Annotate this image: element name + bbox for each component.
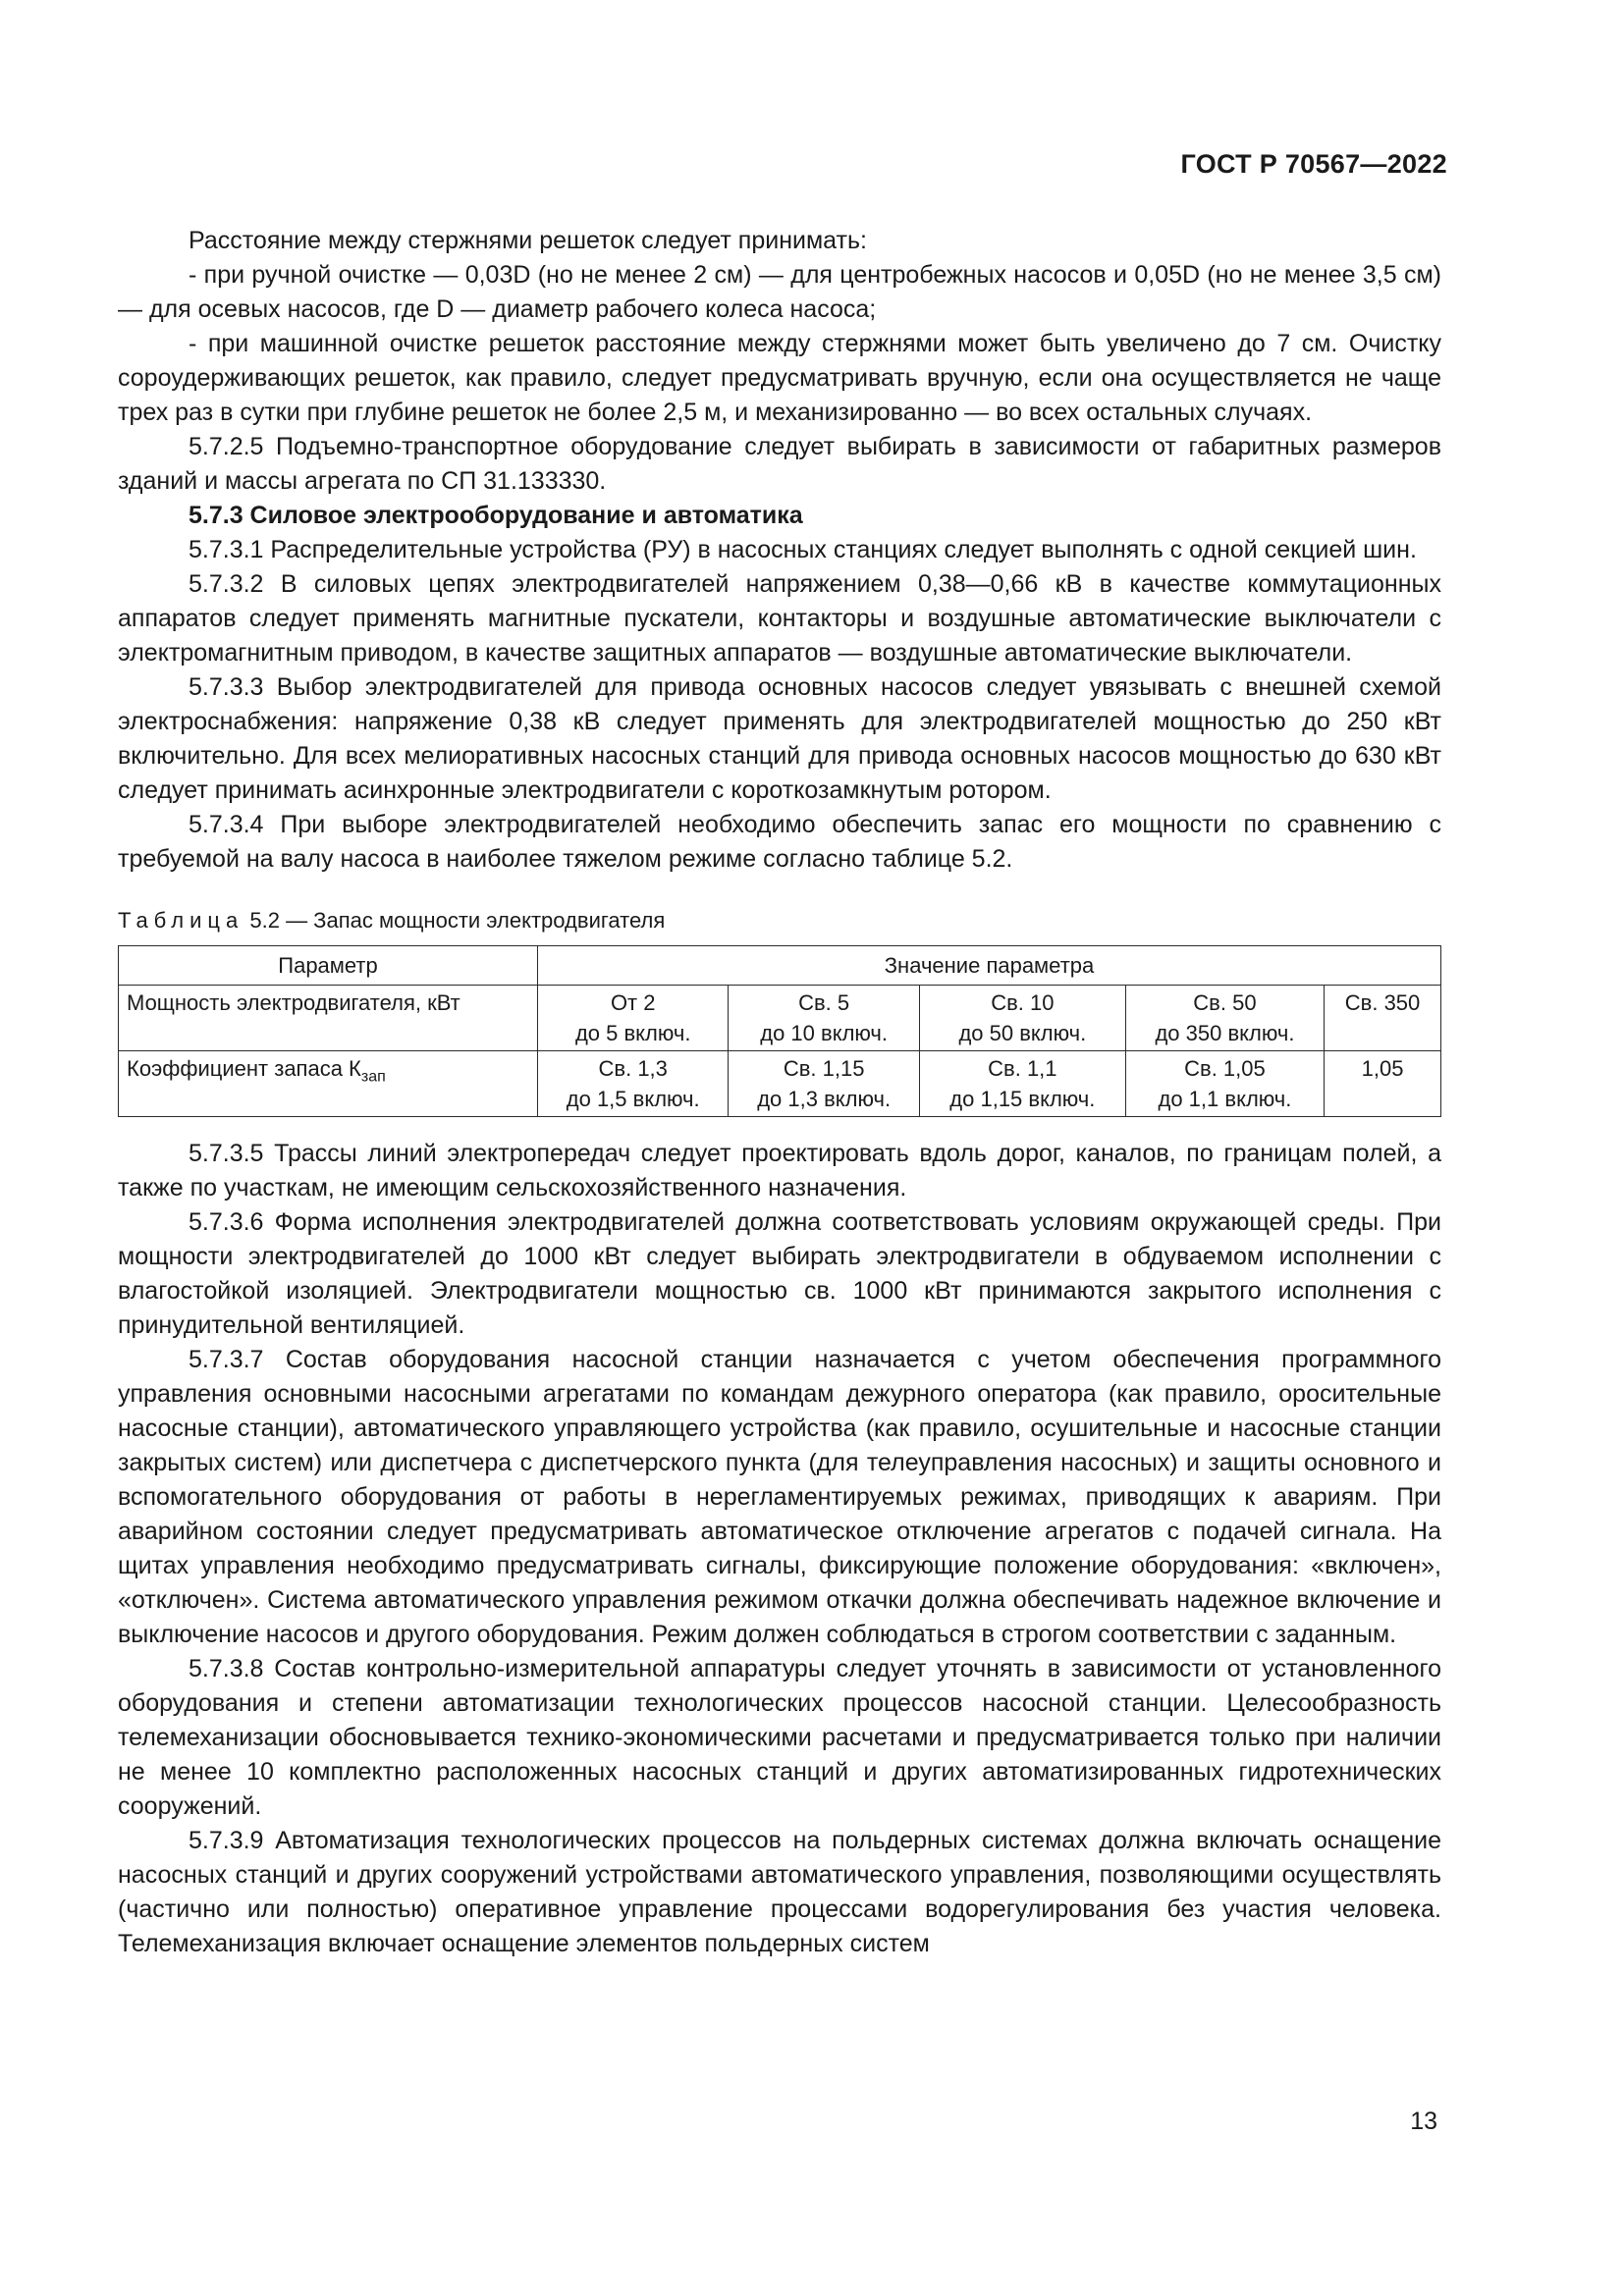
paragraphs-top bbox=[118, 224, 1441, 877]
row-label: Мощность электродвигателя, кВт bbox=[119, 986, 538, 1051]
table-cell: Св. 1,3 до 1,5 включ. bbox=[538, 1051, 729, 1117]
section-heading: 5.7.3 Силовое электрооборудование и автоматика bbox=[189, 502, 803, 529]
table-header-row bbox=[119, 946, 1441, 986]
table-cell: От 2 до 5 включ. bbox=[538, 986, 729, 1051]
table-caption-word: Таблица bbox=[118, 908, 244, 933]
row-label: Коэффициент запаса $К_{зап}$ bbox=[119, 1051, 538, 1117]
header-parameter: Параметр bbox=[119, 946, 538, 986]
paragraph: 5.7.3.3 Выбор электродвигателей для привода основных насосов следует увязывать с внешней схемой электроснабжения: напряжение 0,38 кВ следует применять для электродвигателей мощностью до 250 кВт включительно. Для всех мелиоративных насосных станций для привода основных насосов мощностью до 630 кВт следует принимать асинхронные электродвигатели с короткозамкнутым ротором. bbox=[118, 673, 1441, 804]
table-cell: 1,05 bbox=[1325, 1051, 1441, 1117]
paragraph: 5.7.3.1 Распределительные устройства (РУ) в насосных станциях следует выполнять с одной секцией шин. bbox=[189, 536, 1417, 563]
paragraph: 5.7.3.4 При выборе электродвигателей необходимо обеспечить запас его мощности по сравнению с требуемой на валу насоса в наиболее тяжелом режиме согласно таблице 5.2. bbox=[118, 811, 1441, 873]
page-number: 13 bbox=[1410, 2108, 1437, 2135]
document-code: ГОСТ Р 70567—2022 bbox=[1180, 149, 1447, 179]
paragraph: 5.7.3.6 Форма исполнения электродвигателей должна соответствовать условиям окружающей среды. При мощности электродвигателей до 1000 кВт следует выбирать электродвигатели в обдуваемом исполнении с влагостойкой изоляцией. Электродвигатели мощностью св. 1000 кВт принимаются закрытого исполнения с принудительной вентиляцией. bbox=[118, 1208, 1441, 1339]
table-cell: Св. 1,05 до 1,1 включ. bbox=[1125, 1051, 1324, 1117]
paragraph: 5.7.3.2 В силовых цепях электродвигателей напряжением 0,38—0,66 кВ в качестве коммутационных аппаратов следует применять магнитные пускатели, контакторы и воздушные автоматические выключатели с электромагнитным приводом, в качестве защитных аппаратов — воздушные автоматические выключатели. bbox=[118, 570, 1441, 667]
table-cell: Св. 1,15 до 1,3 включ. bbox=[729, 1051, 919, 1117]
paragraph: - при ручной очистке — 0,03D (но не менее 2 см) — для центробежных насосов и 0,05D (но не менее 3,5 см) — для осевых насосов, где D — диаметр рабочего колеса насоса; bbox=[118, 261, 1441, 323]
subscript: зап bbox=[360, 1068, 386, 1086]
table-cell: Св. 5 до 10 включ. bbox=[729, 986, 919, 1051]
page-content bbox=[118, 224, 1441, 1961]
paragraph: Расстояние между стержнями решеток следует принимать: bbox=[189, 227, 867, 254]
table-caption-title: 5.2 — Запас мощности электродвигателя bbox=[244, 908, 666, 933]
paragraph: 5.7.3.8 Состав контрольно-измерительной аппаратуры следует уточнять в зависимости от установленного оборудования и степени автоматизации технологических процессов насосной станции. Целесообразность телемеханизации обосновывается технико-экономическими расчетами и предусматривается только при наличии не менее 10 комплектно расположенных насосных станций и других автоматизированных гидротехнических сооружений. bbox=[118, 1655, 1441, 1820]
table-cell: Св. 50 до 350 включ. bbox=[1125, 986, 1324, 1051]
paragraphs-bottom bbox=[118, 1137, 1441, 1961]
paragraph: - при машинной очистке решеток расстояние между стержнями может быть увеличено до 7 см. Очистку сороудерживающих решеток, как правило, следует предусматривать вручную, если она осуществляется не чаще трех раз в сутки при глубине решеток не более 2,5 м, и механизированно — во всех остальных случаях. bbox=[118, 330, 1441, 426]
paragraph: 5.7.3.9 Автоматизация технологических процессов на польдерных системах должна включать оснащение насосных станций и других сооружений устройствами автоматического управления, позволяющими осуществлять (частично или полностью) оперативное управление процессами водорегулирования без участия человека. Телемеханизация включает оснащение элементов польдерных систем bbox=[118, 1827, 1441, 1957]
table-caption bbox=[118, 906, 1441, 935]
paragraph: 5.7.2.5 Подъемно-транспортное оборудование следует выбирать в зависимости от габаритных размеров зданий и массы агрегата по СП 31.133330. bbox=[118, 433, 1441, 495]
power-reserve-table bbox=[118, 945, 1441, 1117]
table-cell: Св. 350 bbox=[1325, 986, 1441, 1051]
table-cell: Св. 10 до 50 включ. bbox=[919, 986, 1125, 1051]
header-value: Значение параметра bbox=[538, 946, 1441, 986]
table-row-coefficient bbox=[119, 1051, 1441, 1117]
paragraph: 5.7.3.7 Состав оборудования насосной станции назначается с учетом обеспечения программного управления основными насосными агрегатами по командам дежурного оператора (как правило, оросительные насосные станции), автоматического управляющего устройства (как правило, осушительные и насосные станции закрытых систем) или диспетчера с диспетчерского пункта (для телеуправления насосных) и защиты основного и вспомогательного оборудования от работы в нерегламентируемых режимах, приводящих к авариям. При аварийном состоянии следует предусматривать автоматическое отключение агрегатов с подачей сигнала. На щитах управления необходимо предусматривать сигналы, фиксирующие положение оборудования: «включен», «отключен». Система автоматического управления режимом откачки должна обеспечивать надежное включение и выключение насосов и другого оборудования. Режим должен соблюдаться в строгом соответствии с заданным. bbox=[118, 1346, 1441, 1648]
table-row-power bbox=[119, 986, 1441, 1051]
table-cell: Св. 1,1 до 1,15 включ. bbox=[919, 1051, 1125, 1117]
paragraph: 5.7.3.5 Трассы линий электропередач следует проектировать вдоль дорог, каналов, по границам полей, а также по участкам, не имеющим сельскохозяйственного назначения. bbox=[118, 1140, 1441, 1201]
